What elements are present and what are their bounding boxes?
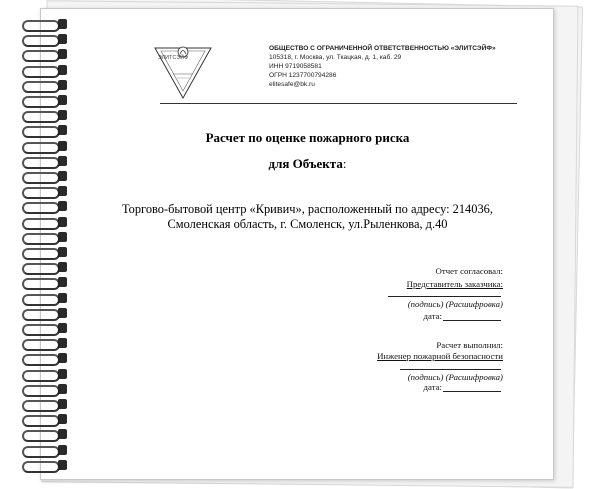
spiral-ring <box>22 370 60 382</box>
spiral-ring <box>22 324 60 336</box>
spiral-ring <box>22 400 60 412</box>
spiral-binding <box>22 18 72 474</box>
document-title: Расчет по оценке пожарного риска <box>205 130 410 145</box>
spiral-coil <box>22 64 70 77</box>
spiral-ring <box>22 111 60 123</box>
spiral-coil <box>22 94 70 107</box>
performer-date-label: дата: <box>423 382 442 392</box>
spiral-coil <box>22 398 70 411</box>
spiral-ring <box>22 309 60 321</box>
spiral-ring <box>22 187 60 199</box>
spiral-coil <box>22 428 70 441</box>
approval-signature-line <box>388 296 501 297</box>
approval-block <box>300 266 503 326</box>
spiral-ring <box>22 278 60 290</box>
spiral-ring <box>22 461 60 473</box>
header-divider <box>160 103 517 104</box>
document-subtitle: для Объекта: <box>268 156 347 171</box>
spiral-ring <box>22 263 60 275</box>
approval-signature-caption: (подпись) (Расшифровка) <box>407 299 503 309</box>
spiral-coil <box>22 459 70 472</box>
performer-signature-caption: (подпись) (Расшифровка) <box>407 372 503 382</box>
spiral-ring <box>22 35 60 47</box>
spiral-ring <box>22 339 60 351</box>
company-details <box>269 44 496 89</box>
spiral-coil <box>22 352 70 365</box>
spiral-coil <box>22 383 70 396</box>
approval-role: Представитель заказчика: <box>406 279 503 289</box>
spiral-coil <box>22 48 70 61</box>
spiral-coil <box>22 18 70 31</box>
spiral-coil <box>22 444 70 457</box>
company-email: elitesafe@bk.ru <box>269 81 315 88</box>
spiral-coil <box>22 246 70 259</box>
spiral-coil <box>22 185 70 198</box>
spiral-coil <box>22 368 70 381</box>
spiral-ring <box>22 354 60 366</box>
spiral-coil <box>22 231 70 244</box>
approval-date-label: дата: <box>423 311 442 321</box>
spiral-coil <box>22 261 70 274</box>
object-address-line1: Торгово-бытовой центр «Кривич», расположенный по адресу: 214036, <box>122 202 493 216</box>
spiral-ring <box>22 430 60 442</box>
spiral-coil <box>22 322 70 335</box>
performer-block <box>300 340 503 400</box>
object-address-line2: Смоленская область, г. Смоленск, ул.Рыленкова, д.40 <box>167 217 448 231</box>
performer-heading: Расчет выполнил: <box>436 340 503 350</box>
performer-role: Инженер пожарной безопасности <box>377 351 503 361</box>
spiral-ring <box>22 233 60 245</box>
spiral-ring <box>22 96 60 108</box>
company-address: 105318, г. Москва, ул. Ткацкая, д. 1, каб. 29 <box>269 54 402 61</box>
approval-date-line <box>443 320 501 321</box>
spiral-ring <box>22 50 60 62</box>
spiral-coil <box>22 292 70 305</box>
logo-text: ЭЛИТСЭЙФ <box>158 55 189 61</box>
spiral-ring <box>22 20 60 32</box>
spiral-ring <box>22 172 60 184</box>
spiral-ring <box>22 446 60 458</box>
spiral-ring <box>22 415 60 427</box>
spiral-ring <box>22 81 60 93</box>
spiral-ring <box>22 248 60 260</box>
spiral-coil <box>22 276 70 289</box>
performer-signature-line <box>400 369 501 370</box>
spiral-ring <box>22 385 60 397</box>
company-logo <box>153 44 213 100</box>
spiral-ring <box>22 294 60 306</box>
spiral-coil <box>22 307 70 320</box>
spiral-ring <box>22 66 60 78</box>
company-inn: ИНН 9719058581 <box>269 63 322 70</box>
spiral-coil <box>22 337 70 350</box>
spiral-coil <box>22 413 70 426</box>
company-name: ОБЩЕСТВО С ОГРАНИЧЕННОЙ ОТВЕТСТВЕННОСТЬЮ «ЭЛИТСЭЙФ» <box>269 45 496 52</box>
company-ogrn: ОГРН 1237700794286 <box>269 72 337 79</box>
performer-date-line <box>443 391 501 392</box>
spiral-coil <box>22 79 70 92</box>
spiral-coil <box>22 33 70 46</box>
approval-heading: Отчет согласовал: <box>435 266 503 276</box>
spiral-coil <box>22 109 70 122</box>
